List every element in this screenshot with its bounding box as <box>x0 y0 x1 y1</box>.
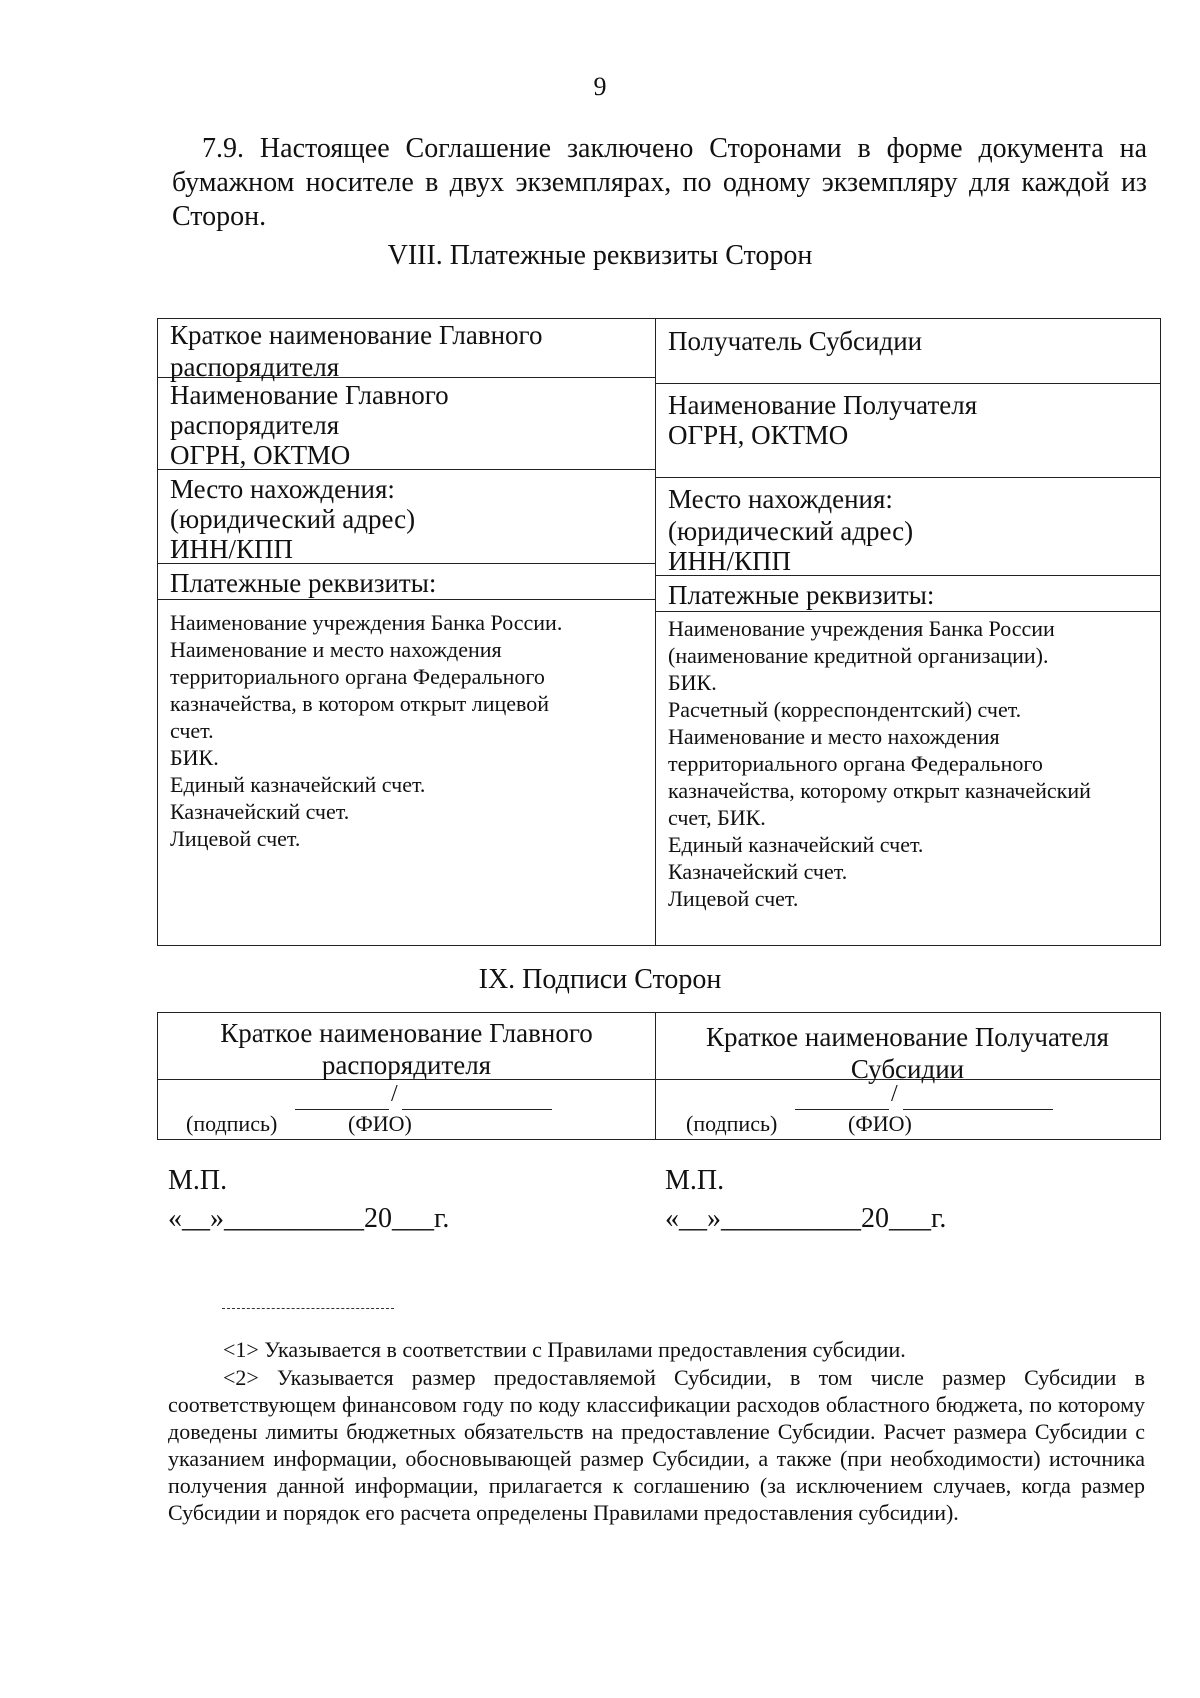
payment-detail-line: казначейства, в котором открыт лицевой <box>170 691 550 716</box>
payment-detail-line: Лицевой счет. <box>668 886 799 911</box>
payment-detail-line: (наименование кредитной организации). <box>668 643 1049 668</box>
payment-detail-line: Наименование и место нахождения <box>668 724 1000 749</box>
right-date-line: «__»__________20___г. <box>665 1203 947 1234</box>
left-name-line2: распорядителя <box>170 410 340 440</box>
right-payment-heading: Платежные реквизиты: <box>668 580 935 610</box>
section-8-title: VIII. Платежные реквизиты Сторон <box>387 240 813 271</box>
table-column-divider <box>655 319 656 945</box>
left-short-name: Краткое наименование Главного распорядителя <box>170 320 543 382</box>
right-stamp-block <box>665 1162 946 1238</box>
payment-detail-line: БИК. <box>668 670 717 695</box>
payment-detail-line: БИК. <box>170 745 219 770</box>
left-stamp-block <box>168 1162 449 1238</box>
right-name-caption: (ФИО) <box>848 1111 912 1136</box>
right-signature-header <box>655 1021 1160 1085</box>
right-name-line1: Наименование Получателя <box>668 390 978 420</box>
left-signature-header-line2: распорядителя <box>321 1050 492 1080</box>
table-row-divider <box>655 383 1160 384</box>
payment-detail-line: территориального органа Федерального <box>668 751 1043 776</box>
payment-detail-line: Единый казначейский счет. <box>668 832 924 857</box>
section-9-title: IX. Подписи Сторон <box>478 964 722 995</box>
left-inn: ИНН/КПП <box>170 534 294 564</box>
clause-7-9: 7.9. Настоящее Соглашение заключено Сторонами в форме документа на бумажном носителе в двух экземплярах, по одному экземпляру для каждой из Сторон. <box>172 133 1147 232</box>
left-signature-header <box>158 1017 655 1081</box>
left-location-line1: Место нахождения: <box>170 474 395 504</box>
page-number: 9 <box>593 72 607 101</box>
left-name-line <box>402 1109 552 1110</box>
footnote-separator <box>222 1308 394 1309</box>
right-stamp-label: М.П. <box>665 1165 725 1196</box>
left-stamp-label: М.П. <box>168 1165 228 1196</box>
payment-detail-line: Наименование учреждения Банка России. <box>170 610 563 635</box>
left-date-line: «__»__________20___г. <box>168 1203 450 1234</box>
payment-detail-line: счет. <box>170 718 214 743</box>
right-signature-header-line1: Краткое наименование Получателя <box>706 1022 1109 1052</box>
left-name-line1: Наименование Главного <box>170 380 449 410</box>
right-ogrn: ОГРН, ОКТМО <box>668 420 849 450</box>
left-signature-caption: (подпись) <box>186 1111 278 1136</box>
payment-detail-line: счет, БИК. <box>668 805 766 830</box>
right-signature-line <box>795 1109 889 1110</box>
payment-detail-line: Наименование учреждения Банка России <box>668 616 1055 641</box>
payment-detail-line: территориального органа Федерального <box>170 664 545 689</box>
table-row-divider <box>655 611 1160 612</box>
right-payment-details <box>668 615 1091 912</box>
right-signature-slash: / <box>891 1081 898 1107</box>
left-name-caption: (ФИО) <box>348 1111 412 1136</box>
left-signature-header-line1: Краткое наименование Главного <box>220 1018 593 1048</box>
right-signature-header-line2: Субсидии <box>850 1054 965 1084</box>
left-payment-heading: Платежные реквизиты: <box>170 568 437 598</box>
payment-detail-line: Наименование и место нахождения <box>170 637 502 662</box>
payment-detail-line: Единый казначейский счет. <box>170 772 426 797</box>
left-signature-slash: / <box>391 1081 398 1107</box>
left-location-line2: (юридический адрес) <box>170 504 416 534</box>
footnote-1: <1> Указывается в соответствии с Правилами предоставления субсидии. <box>223 1337 906 1362</box>
right-location-line2: (юридический адрес) <box>668 516 914 546</box>
payment-detail-line: казначейства, которому открыт казначейский <box>668 778 1091 803</box>
payment-detail-line: Казначейский счет. <box>170 799 350 824</box>
table-row-divider <box>158 599 655 600</box>
footnote-2: <2> Указывается размер предоставляемой Субсидии, в том числе размер Субсидии в соответствующем финансовом году по коду классификации расходов областного бюджета, по которому доведены лимиты бюджетных обязательств на предоставление Субсидии. Расчет размера Субсидии с указанием информации, обосновывающей размер Субсидии, а также (при необходимости) источника получения данной информации, прилагается к соглашению (за исключением случаев, когда размер Субсидии и порядок его расчета определены Правилами предоставления субсидии). <box>168 1365 1145 1525</box>
left-ogrn: ОГРН, ОКТМО <box>170 440 351 470</box>
right-short-name: Получатель Субсидии <box>668 326 923 356</box>
right-location-line1: Место нахождения: <box>668 484 893 514</box>
payment-detail-line: Лицевой счет. <box>170 826 301 851</box>
table-row-divider <box>655 477 1160 478</box>
right-inn: ИНН/КПП <box>668 546 792 576</box>
payment-details-table <box>157 318 1161 946</box>
right-name-line <box>903 1109 1053 1110</box>
right-signature-caption: (подпись) <box>686 1111 778 1136</box>
payment-detail-line: Расчетный (корреспондентский) счет. <box>668 697 1022 722</box>
signatures-table <box>157 1012 1161 1140</box>
left-signature-line <box>295 1109 389 1110</box>
left-payment-details <box>170 609 562 852</box>
payment-detail-line: Казначейский счет. <box>668 859 848 884</box>
